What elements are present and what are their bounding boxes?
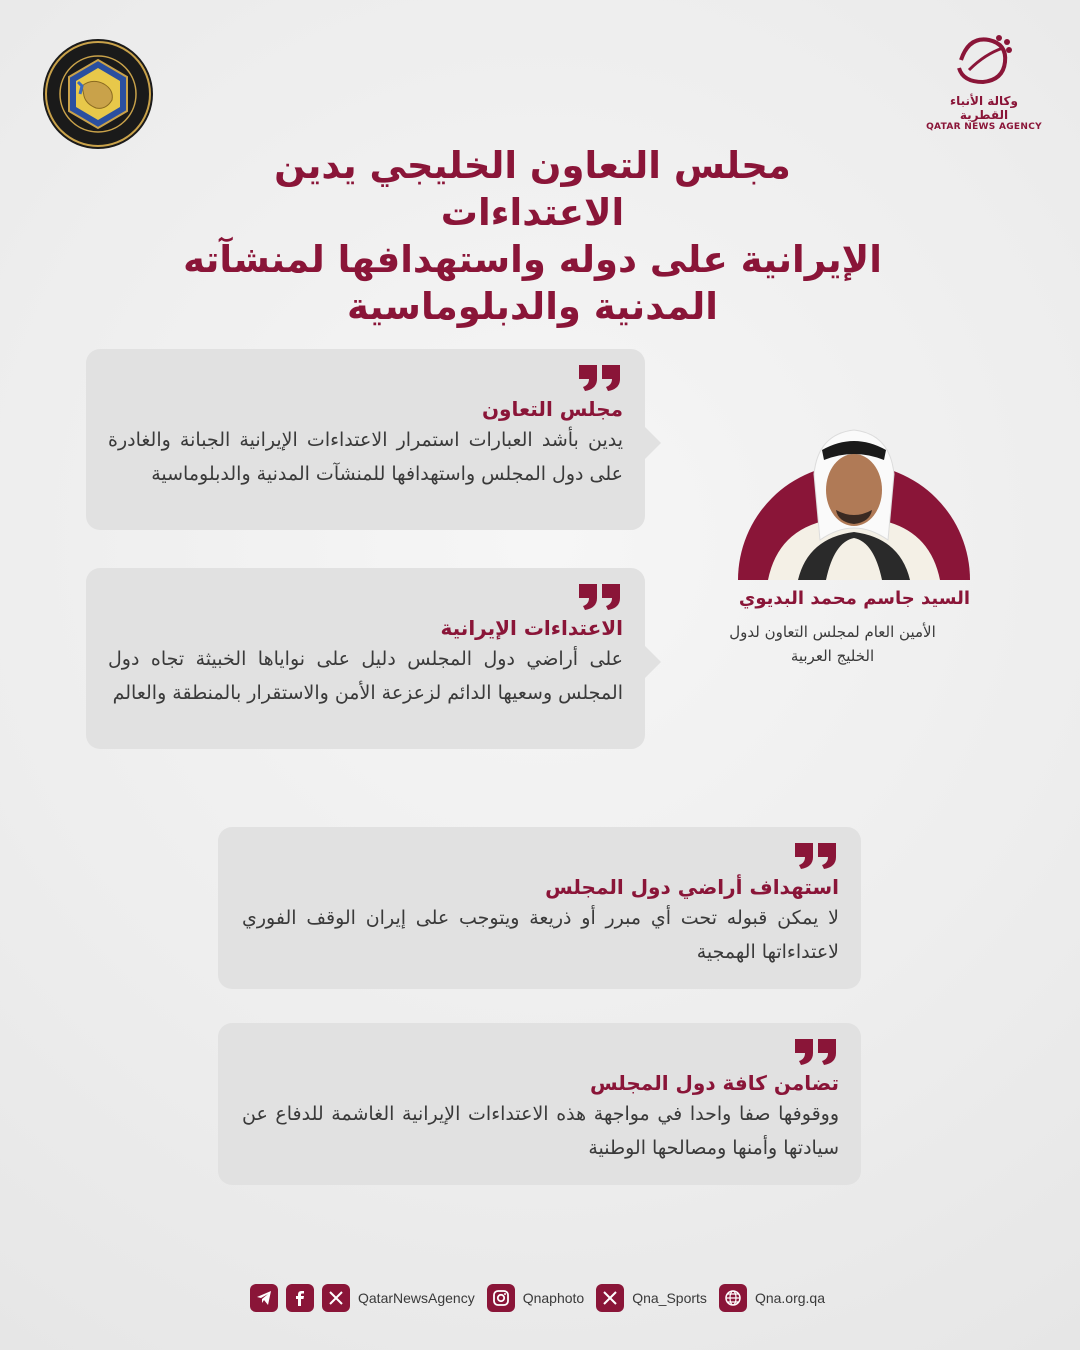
handle-qna-sports[interactable]: Qna_Sports	[632, 1290, 707, 1306]
card-body: ووقوفها صفا واحدا في مواجهة هذه الاعتداءات الإيرانية الغاشمة للدفاع عن سيادتها وأمنها ومصالحها الوطنية	[242, 1103, 839, 1159]
qna-logo	[924, 30, 1044, 132]
website-link[interactable]: Qna.org.qa	[754, 1290, 825, 1306]
quote-mark-icon	[577, 363, 623, 393]
x-icon[interactable]	[322, 1284, 350, 1312]
qna-logo-english: QATAR NEWS AGENCY	[926, 122, 1042, 132]
card-pointer	[645, 427, 661, 459]
card-body: يدين بأشد العبارات استمرار الاعتداءات الإيرانية الجبانة والغادرة على دول المجلس واستهدافها للمنشآت المدنية والدبلوماسية	[108, 429, 623, 485]
card-body: لا يمكن قبوله تحت أي مبرر أو ذريعة ويتوجب على إيران الوقف الفوري لاعتداءاتها الهمجية	[242, 907, 839, 963]
gcc-seal-text	[154, 38, 155, 39]
gcc-seal-logo	[42, 38, 154, 150]
quote-mark-icon	[793, 1037, 839, 1067]
globe-icon[interactable]	[719, 1284, 747, 1312]
person-name: السيد جاسم محمد البديوي	[738, 588, 970, 609]
quote-card-1	[86, 349, 645, 530]
card-heading: مجلس التعاون	[481, 397, 623, 421]
quote-mark-icon	[577, 582, 623, 612]
quote-card-3	[218, 827, 861, 989]
title-line-3: المدنية والدبلوماسية	[347, 285, 718, 328]
person-role-line-2: الخليج العربية	[790, 647, 875, 665]
page-title	[180, 142, 885, 330]
quote-card-4	[218, 1023, 861, 1185]
telegram-icon[interactable]	[250, 1284, 278, 1312]
facebook-icon[interactable]	[286, 1284, 314, 1312]
title-line-1: مجلس التعاون الخليجي يدين الاعتداءات	[274, 144, 791, 234]
quote-card-2	[86, 568, 645, 749]
person-portrait	[738, 420, 970, 580]
quote-mark-icon	[793, 841, 839, 871]
card-heading: تضامن كافة دول المجلس	[589, 1071, 839, 1095]
card-pointer	[645, 646, 661, 678]
card-body: على أراضي دول المجلس دليل على نواياها الخبيثة تجاه دول المجلس وسعيها الدائم لزعزعة الأمن والاستقرار بالمنطقة والعالم	[108, 648, 623, 704]
qna-emblem-icon	[949, 30, 1019, 88]
handle-qatarnewsagency[interactable]: QatarNewsAgency	[358, 1290, 475, 1306]
title-line-2: الإيرانية على دوله واستهدافها لمنشآته	[183, 238, 882, 281]
x-icon[interactable]	[596, 1284, 624, 1312]
person-role-line-1: الأمين العام لمجلس التعاون لدول	[729, 623, 936, 641]
qna-logo-arabic: وكالة الأنباء القطرية	[950, 94, 1018, 122]
card-heading: استهداف أراضي دول المجلس	[545, 875, 839, 899]
instagram-icon[interactable]	[487, 1284, 515, 1312]
person-role	[690, 620, 975, 668]
social-footer	[250, 1282, 829, 1314]
handle-qnaphoto[interactable]: Qnaphoto	[522, 1290, 585, 1306]
card-heading: الاعتداءات الإيرانية	[440, 616, 623, 640]
